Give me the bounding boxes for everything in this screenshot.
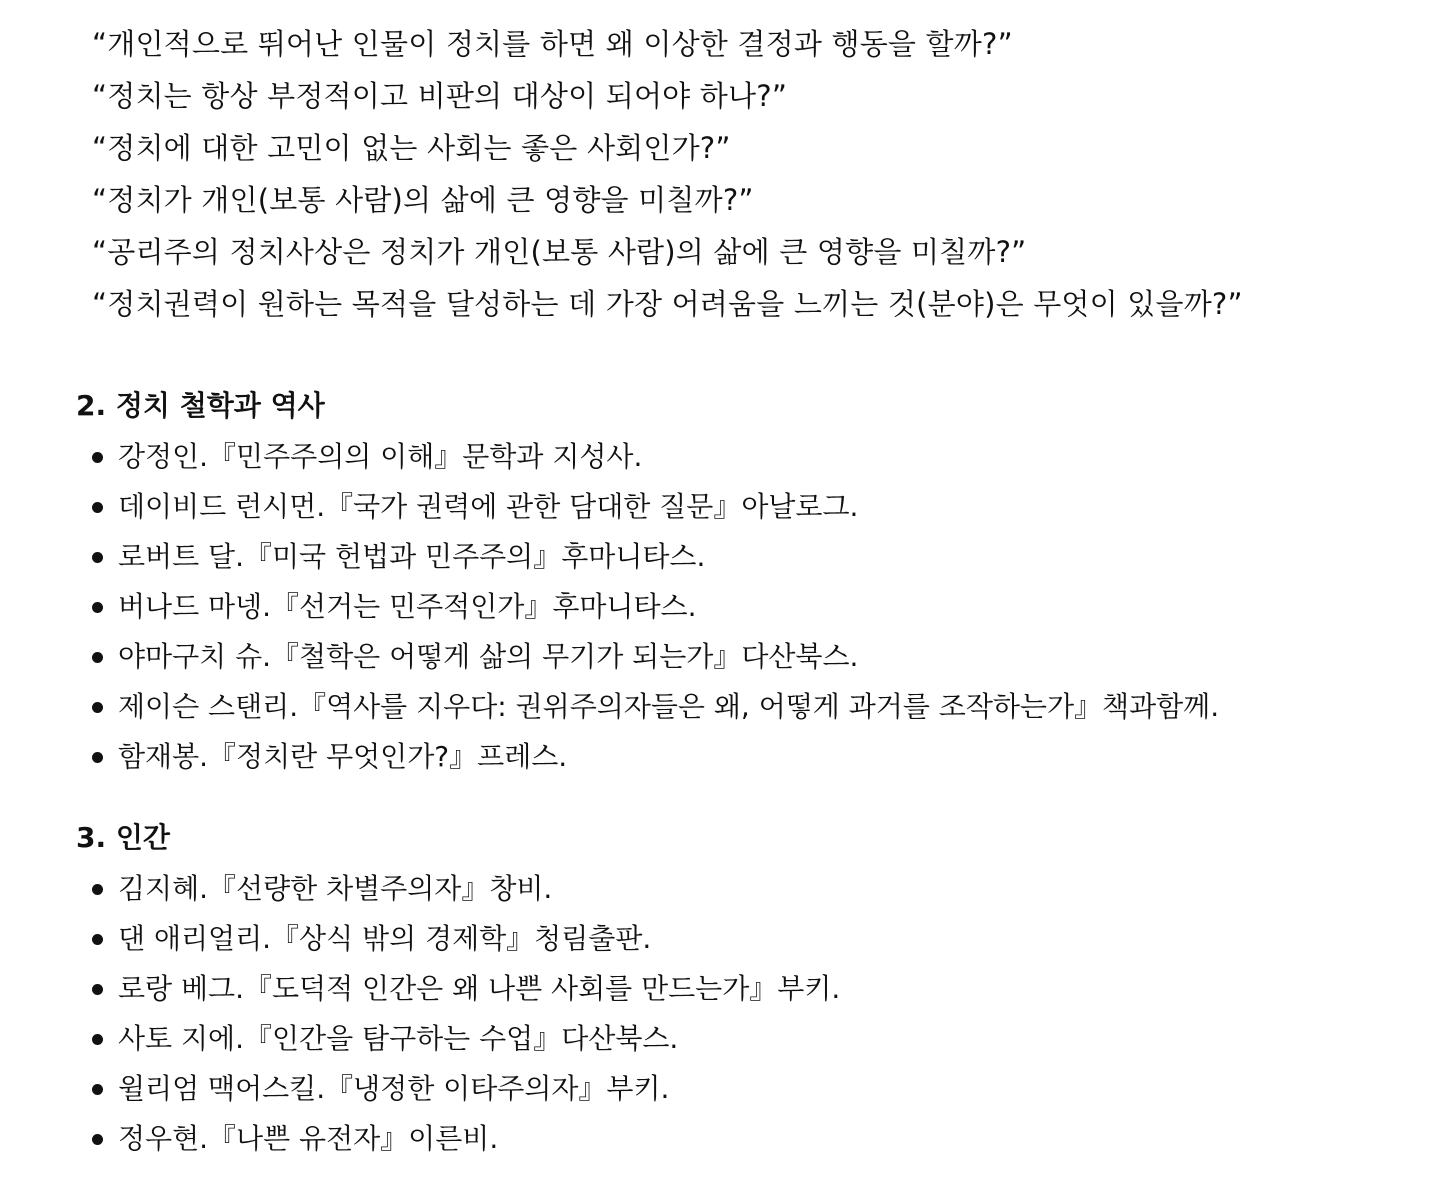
book-entry: 함재봉.『정치란 무엇인가?』프레스.: [118, 740, 568, 773]
list-item: [76, 1014, 1416, 1064]
list-item: [76, 1114, 1416, 1164]
bullet-dot-icon: [92, 884, 103, 895]
bullet-dot-icon: [92, 502, 103, 513]
book-entry: 댄 애리얼리.『상식 밖의 경제학』청림출판.: [118, 922, 652, 955]
book-entry: 정우현.『나쁜 유전자』이른비.: [118, 1122, 499, 1155]
bullet-dot-icon: [92, 934, 103, 945]
book-entry: 김지혜.『선량한 차별주의자』창비.: [118, 872, 553, 905]
question-item: “개인적으로 뛰어난 인물이 정치를 하면 왜 이상한 결정과 행동을 할까?”: [92, 27, 1013, 61]
list-item: [76, 864, 1416, 914]
bullet-dot-icon: [92, 602, 103, 613]
list-item: [76, 732, 1416, 782]
section-political-philosophy: [76, 380, 1416, 782]
book-entry: 로버트 달.『미국 헌법과 민주주의』후마니타스.: [118, 540, 706, 573]
book-entry: 제이슨 스탠리.『역사를 지우다: 권위주의자들은 왜, 어떻게 과거를 조작하는가』책과함께.: [118, 690, 1220, 723]
section-title: 2. 정치 철학과 역사: [76, 389, 325, 422]
section-human: [76, 812, 1416, 1164]
list-item: [76, 432, 1416, 482]
list-item: [76, 482, 1416, 532]
list-item: [76, 632, 1416, 682]
question-list: [92, 18, 1422, 330]
book-entry: 버나드 마넹.『선거는 민주적인가』후마니타스.: [118, 590, 697, 623]
book-entry: 윌리엄 맥어스킬.『냉정한 이타주의자』부키.: [118, 1072, 670, 1105]
list-item: [76, 1064, 1416, 1114]
book-entry: 데이비드 런시먼.『국가 권력에 관한 담대한 질문』아날로그.: [118, 490, 859, 523]
book-entry: 강정인.『민주주의의 이해』문학과 지성사.: [118, 440, 643, 473]
bullet-dot-icon: [92, 1034, 103, 1045]
bullet-dot-icon: [92, 702, 103, 713]
list-item: [76, 682, 1416, 732]
bullet-dot-icon: [92, 452, 103, 463]
question-item: “정치권력이 원하는 목적을 달성하는 데 가장 어려움을 느끼는 것(분야)은 무엇이 있을까?”: [92, 287, 1243, 321]
question-item: “정치에 대한 고민이 없는 사회는 좋은 사회인가?”: [92, 131, 731, 165]
section-title: 3. 인간: [76, 821, 170, 854]
book-list: [76, 864, 1416, 1164]
book-entry: 로랑 베그.『도덕적 인간은 왜 나쁜 사회를 만드는가』부키.: [118, 972, 841, 1005]
bullet-dot-icon: [92, 552, 103, 563]
bullet-dot-icon: [92, 752, 103, 763]
book-entry: 사토 지에.『인간을 탐구하는 수업』다산북스.: [118, 1022, 679, 1055]
list-item: [76, 914, 1416, 964]
question-item: “정치가 개인(보통 사람)의 삶에 큰 영향을 미칠까?”: [92, 183, 754, 217]
bullet-dot-icon: [92, 984, 103, 995]
list-item: [76, 964, 1416, 1014]
bullet-dot-icon: [92, 652, 103, 663]
bullet-dot-icon: [92, 1084, 103, 1095]
book-entry: 야마구치 슈.『철학은 어떻게 삶의 무기가 되는가』다산북스.: [118, 640, 859, 673]
bullet-dot-icon: [92, 1134, 103, 1145]
question-item: “정치는 항상 부정적이고 비판의 대상이 되어야 하나?”: [92, 79, 788, 113]
book-list: [76, 432, 1416, 782]
question-item: “공리주의 정치사상은 정치가 개인(보통 사람)의 삶에 큰 영향을 미칠까?”: [92, 235, 1027, 269]
list-item: [76, 532, 1416, 582]
list-item: [76, 582, 1416, 632]
